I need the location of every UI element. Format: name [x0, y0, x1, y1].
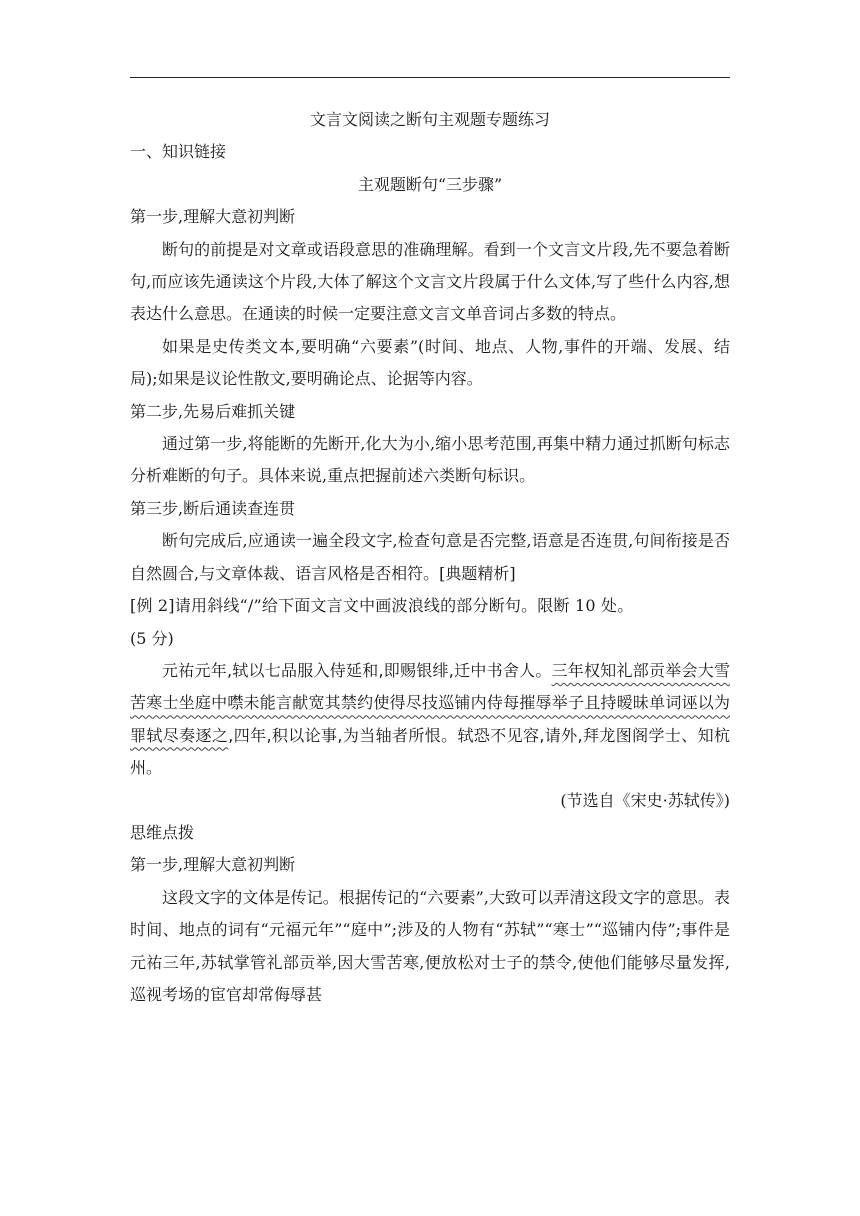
- passage-outro: ,四年,积以论事,为当轴者所恨。轼恐不见容,请外,拜龙图阁学士、知杭州。: [130, 725, 730, 778]
- step2-heading: 第二步,先易后难抓关键: [130, 401, 296, 421]
- step3-paragraph: 断句完成后,应通读一遍全段文字,检查句意是否完整,语意是否连贯,句间衔接是否自然圆合,与文章体裁、语言风格是否相符。[典题精析]: [130, 531, 730, 583]
- section-heading: 一、知识链接: [130, 142, 227, 162]
- step1-heading-again: 第一步,理解大意初判断: [130, 855, 296, 875]
- passage-wavy-underlined: 三年权知礼部贡举会大雪苦寒士坐庭中噤未能言献宽其禁约使得尽技巡铺内侍每摧辱举子且持暧昧单词诬以为罪轼尽奏逐之: [130, 660, 730, 745]
- document-title: 文言文阅读之断句主观题专题练习: [309, 110, 550, 129]
- example-prompt: [例 2]请用斜线“/”给下面文言文中画波浪线的部分断句。限断 10 处。: [130, 596, 634, 616]
- document-page: [130, 104, 730, 1011]
- step2-paragraph: 通过第一步,将能断的先断开,化大为小,缩小思考范围,再集中精力通过抓断句标志分析难断的句子。具体来说,重点把握前述六类断句标识。: [130, 434, 730, 486]
- step1-heading: 第一步,理解大意初判断: [130, 207, 296, 227]
- thinking-heading: 思维点拨: [130, 822, 195, 842]
- passage-source: (节选自《宋史·苏轼传》): [560, 790, 730, 810]
- thinking-paragraph: 这段文字的文体是传记。根据传记的“六要素”,大致可以弄清这段文字的意思。表时间、地点的词有“元福元年”“庭中”;涉及的人物有“苏轼”“寒士”“巡铺内侍”;事件是元祐三年,苏轼掌管礼部贡举,因大雪苦寒,便放松对士子的禁令,使他们能够尽量发挥,巡视考场的宦官却常侮辱甚: [130, 887, 730, 1004]
- step1-paragraph-1: 断句的前提是对文章或语段意思的准确理解。看到一个文言文片段,先不要急着断句,而应该先通读这个片段,大体了解这个文言文片段属于什么文体,写了些什么内容,想表达什么意思。在通读的时候一定要注意文言文单音词占多数的特点。: [130, 239, 730, 324]
- classical-passage: [130, 655, 730, 785]
- step3-heading: 第三步,断后通读查连贯: [130, 498, 296, 518]
- passage-intro: 元祐元年,轼以七品服入侍延和,即赐银绯,迁中书舍人。: [162, 660, 552, 680]
- step1-paragraph-2: 如果是史传类文本,要明确“六要素”(时间、地点、人物,事件的开端、发展、结局);如果是议论性散文,要明确论点、论据等内容。: [130, 336, 730, 389]
- example-score: (5 分): [130, 628, 174, 648]
- subtitle: 主观题断句“三步骤”: [357, 174, 503, 194]
- top-rule: [130, 77, 730, 78]
